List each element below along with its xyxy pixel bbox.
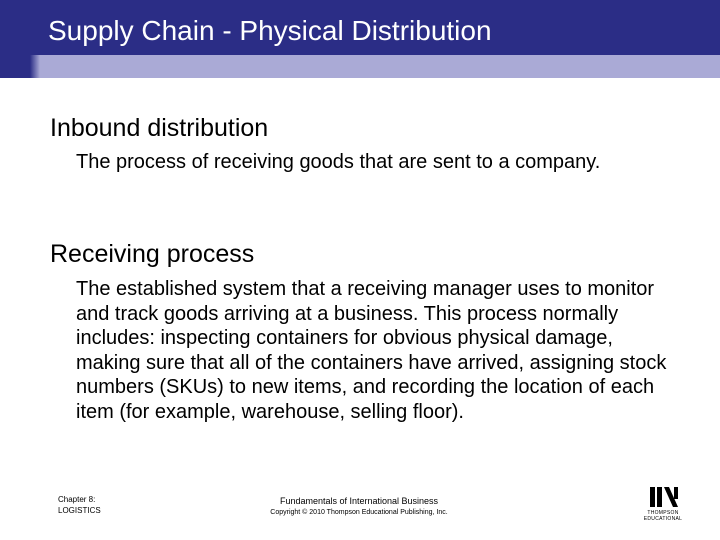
section-body-inbound: The process of receiving goods that are sent to a company. [76, 151, 601, 173]
publisher-logo [640, 486, 686, 522]
publisher-logo-icon [640, 486, 686, 510]
accent-bar [0, 55, 720, 78]
publisher-logo-text: THOMPSON EDUCATIONAL [643, 510, 683, 522]
chapter-number: Chapter 8: [58, 495, 96, 504]
chapter-name: LOGISTICS [58, 506, 101, 515]
copyright-notice: Copyright © 2010 Thompson Educational Publishing, Inc. [270, 509, 448, 516]
footer-credits [230, 495, 488, 519]
section-heading-inbound: Inbound distribution [50, 114, 269, 142]
section-heading-receiving: Receiving process [50, 240, 255, 268]
title-bar [0, 0, 720, 55]
slide-title: Supply Chain - Physical Distribution [48, 15, 492, 46]
book-title: Fundamentals of International Business [279, 496, 439, 506]
section-body-receiving: The established system that a receiving manager uses to monitor and track goods arriving at a business. This process normally includes: inspecting containers for obvious physical damage, making sure that all of the containers have arrived, assigning stock numbers (SKUs) to new items, and recording the location of each item (for example, warehouse, selling floor). [76, 278, 667, 423]
chapter-label [58, 494, 101, 516]
